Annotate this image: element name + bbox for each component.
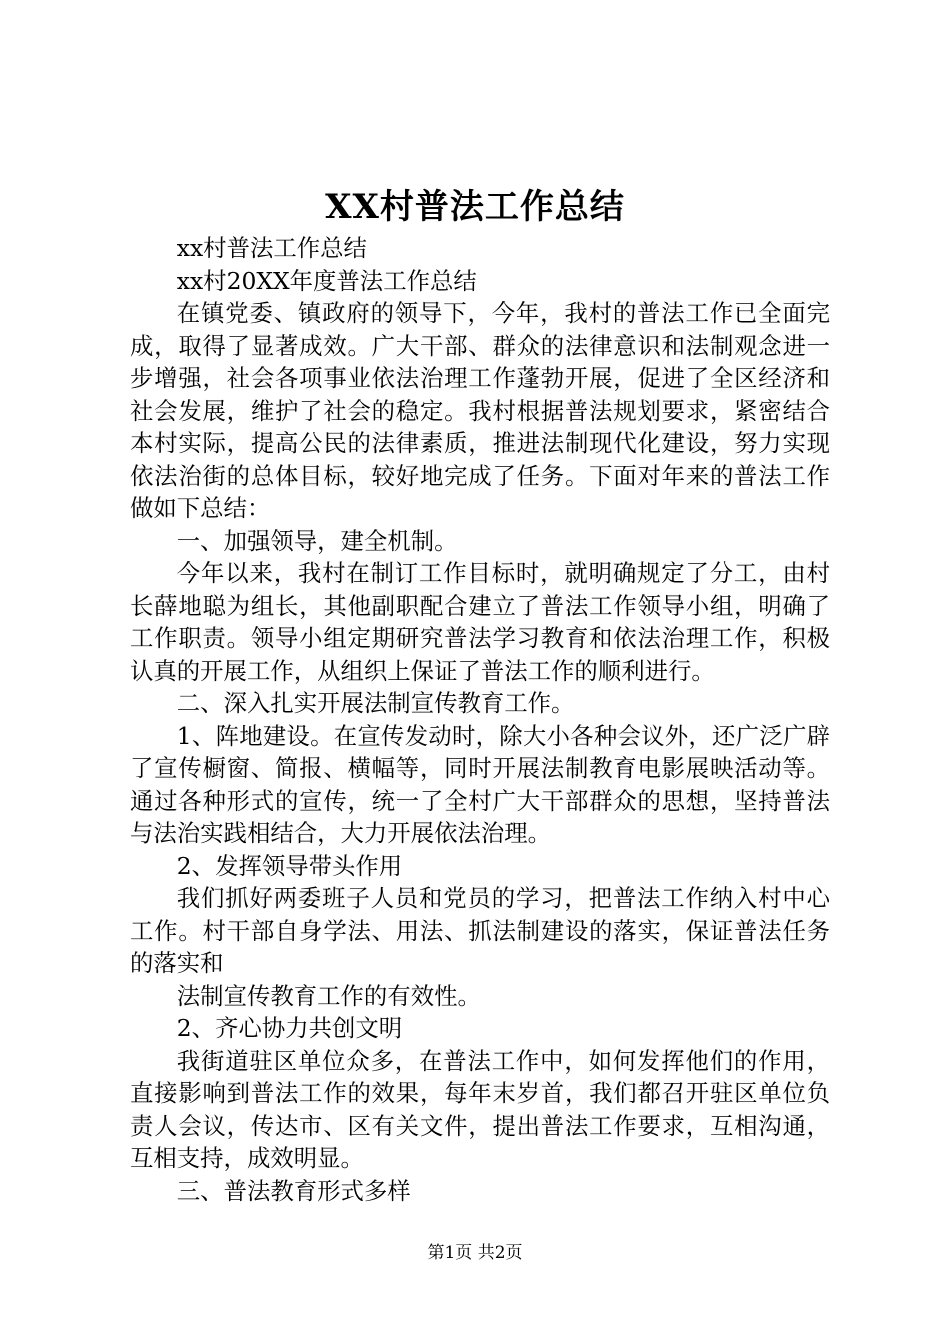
paragraph-units: 我街道驻区单位众多，在普法工作中，如何发挥他们的作用，直接影响到普法工作的效果，每年末岁首，我们都召开驻区单位负责人会议，传达市、区有关文件，提出普法工作要求，互相沟通，互相支持，成效明显。 (130, 1046, 830, 1172)
paragraph-effectiveness: 法制宣传教育工作的有效性。 (176, 981, 481, 1010)
paragraph-position-building: 1、阵地建设。在宣传发动时，除大小各种会议外，还广泛广辟了宣传橱窗、简报、横幅等，同时开展法制教育电影展映活动等。通过各种形式的宣传，统一了全村广大干部群众的思想，坚持普法与法治实践相结合，大力开展依法治理。 (130, 721, 830, 847)
section-heading-2: 二、深入扎实开展法制宣传教育工作。 (176, 689, 575, 717)
paragraph-study: 我们抓好两委班子人员和党员的学习，把普法工作纳入村中心工作。村干部自身学法、用法、抓法制建设的落实，保证普法任务的落实和 (130, 884, 830, 977)
paragraph-intro: 在镇党委、镇政府的领导下，今年，我村的普法工作已全面完成，取得了显著成效。广大干部、群众的法律意识和法制观念进一步增强，社会各项事业依法治理工作蓬勃开展，促进了全区经济和社会发展，维护了社会的稳定。我村根据普法规划要求，紧密结合本村实际，提高公民的法律素质，推进法制现代化建设，努力实现依法治街的总体目标，较好地完成了任务。下面对年来的普法工作做如下总结： (130, 299, 830, 522)
subheading-civilization: 2、齐心协力共创文明 (176, 1014, 403, 1042)
paragraph-subtitle: xx村普法工作总结 (176, 234, 367, 262)
section-heading-3: 三、普法教育形式多样 (176, 1176, 411, 1205)
document-title: XX村普法工作总结 (325, 187, 625, 227)
paragraph-leadership: 今年以来，我村在制订工作目标时，就明确规定了分工，由村长薛地聪为组长，其他副职配合建立了普法工作领导小组，明确了工作职责。领导小组定期研究普法学习教育和依法治理工作，积极认真的开展工作，从组织上保证了普法工作的顺利进行。 (130, 559, 830, 685)
page-footer: 第1页 共2页 (427, 1243, 523, 1263)
subheading-leader-role: 2、发挥领导带头作用 (176, 851, 403, 880)
section-heading-1: 一、加强领导，建全机制。 (176, 526, 458, 555)
document-body (130, 232, 830, 1207)
paragraph-year-title: xx村20XX年度普法工作总结 (176, 266, 477, 295)
